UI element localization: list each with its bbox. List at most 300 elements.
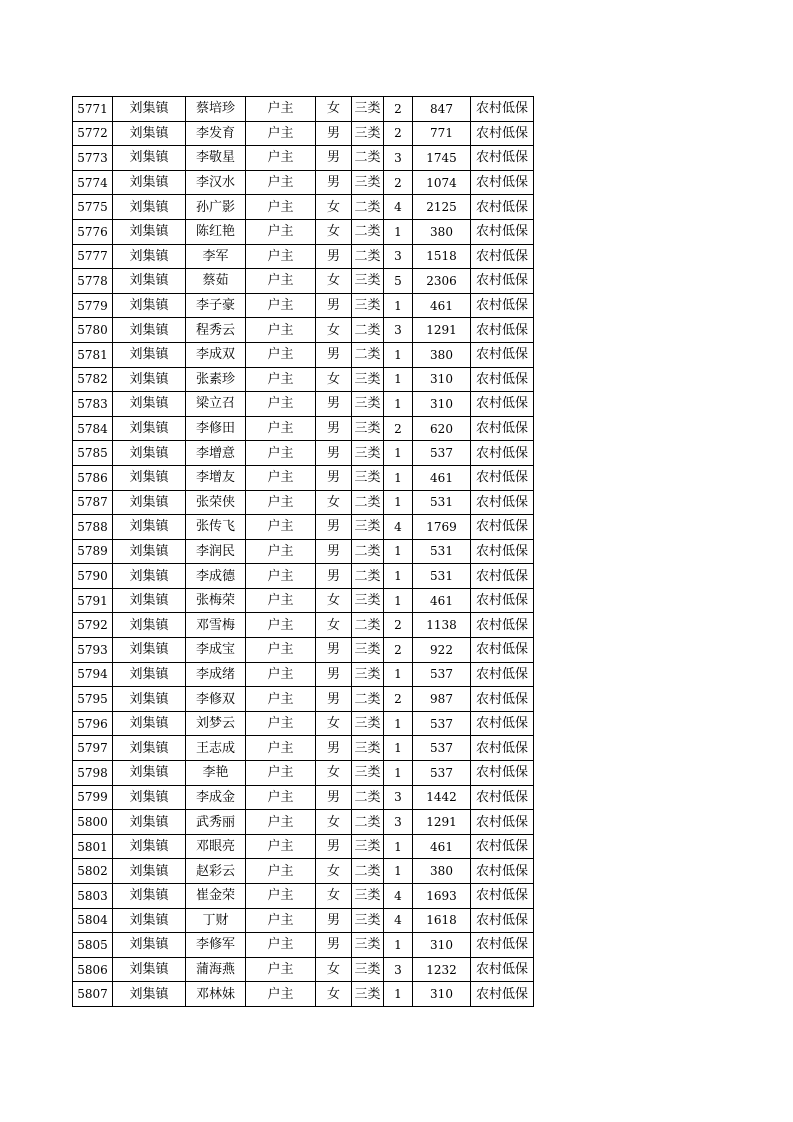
relationship-cell: 户主 bbox=[246, 613, 316, 638]
town-cell: 刘集镇 bbox=[113, 318, 186, 343]
program-cell: 农村低保 bbox=[471, 638, 534, 663]
category-cell: 三类 bbox=[352, 515, 384, 540]
program-cell: 农村低保 bbox=[471, 687, 534, 712]
town-cell: 刘集镇 bbox=[113, 785, 186, 810]
category-cell: 三类 bbox=[352, 465, 384, 490]
program-cell: 农村低保 bbox=[471, 441, 534, 466]
household-size-cell: 1 bbox=[384, 761, 413, 786]
gender-cell: 男 bbox=[316, 638, 352, 663]
table-row bbox=[73, 613, 534, 638]
town-cell: 刘集镇 bbox=[113, 834, 186, 859]
category-cell: 二类 bbox=[352, 859, 384, 884]
household-size-cell: 3 bbox=[384, 957, 413, 982]
town-cell: 刘集镇 bbox=[113, 244, 186, 269]
relationship-cell: 户主 bbox=[246, 810, 316, 835]
table-row bbox=[73, 834, 534, 859]
relationship-cell: 户主 bbox=[246, 367, 316, 392]
record-number-cell: 5798 bbox=[73, 761, 113, 786]
relationship-cell: 户主 bbox=[246, 662, 316, 687]
gender-cell: 女 bbox=[316, 810, 352, 835]
amount-cell: 2125 bbox=[413, 195, 471, 220]
relationship-cell: 户主 bbox=[246, 293, 316, 318]
gender-cell: 男 bbox=[316, 392, 352, 417]
category-cell: 三类 bbox=[352, 269, 384, 294]
record-number-cell: 5783 bbox=[73, 392, 113, 417]
record-number-cell: 5785 bbox=[73, 441, 113, 466]
household-size-cell: 1 bbox=[384, 834, 413, 859]
household-size-cell: 1 bbox=[384, 859, 413, 884]
category-cell: 三类 bbox=[352, 638, 384, 663]
table-row bbox=[73, 957, 534, 982]
relationship-cell: 户主 bbox=[246, 170, 316, 195]
program-cell: 农村低保 bbox=[471, 761, 534, 786]
amount-cell: 847 bbox=[413, 97, 471, 122]
name-cell: 李润民 bbox=[186, 539, 246, 564]
town-cell: 刘集镇 bbox=[113, 588, 186, 613]
record-number-cell: 5787 bbox=[73, 490, 113, 515]
amount-cell: 1618 bbox=[413, 908, 471, 933]
relationship-cell: 户主 bbox=[246, 195, 316, 220]
relationship-cell: 户主 bbox=[246, 859, 316, 884]
program-cell: 农村低保 bbox=[471, 367, 534, 392]
name-cell: 李修双 bbox=[186, 687, 246, 712]
gender-cell: 男 bbox=[316, 662, 352, 687]
gender-cell: 女 bbox=[316, 982, 352, 1007]
amount-cell: 380 bbox=[413, 342, 471, 367]
household-size-cell: 3 bbox=[384, 146, 413, 171]
amount-cell: 1291 bbox=[413, 810, 471, 835]
amount-cell: 1745 bbox=[413, 146, 471, 171]
record-number-cell: 5784 bbox=[73, 416, 113, 441]
town-cell: 刘集镇 bbox=[113, 269, 186, 294]
record-number-cell: 5804 bbox=[73, 908, 113, 933]
relationship-cell: 户主 bbox=[246, 957, 316, 982]
category-cell: 二类 bbox=[352, 342, 384, 367]
program-cell: 农村低保 bbox=[471, 785, 534, 810]
amount-cell: 380 bbox=[413, 859, 471, 884]
table-row bbox=[73, 219, 534, 244]
table-row bbox=[73, 588, 534, 613]
town-cell: 刘集镇 bbox=[113, 392, 186, 417]
program-cell: 农村低保 bbox=[471, 982, 534, 1007]
relationship-cell: 户主 bbox=[246, 342, 316, 367]
gender-cell: 女 bbox=[316, 613, 352, 638]
relationship-cell: 户主 bbox=[246, 933, 316, 958]
name-cell: 李成绪 bbox=[186, 662, 246, 687]
table-row bbox=[73, 933, 534, 958]
amount-cell: 2306 bbox=[413, 269, 471, 294]
program-cell: 农村低保 bbox=[471, 515, 534, 540]
program-cell: 农村低保 bbox=[471, 392, 534, 417]
relationship-cell: 户主 bbox=[246, 761, 316, 786]
category-cell: 二类 bbox=[352, 810, 384, 835]
table-body bbox=[73, 97, 534, 1007]
amount-cell: 461 bbox=[413, 588, 471, 613]
gender-cell: 男 bbox=[316, 785, 352, 810]
household-size-cell: 2 bbox=[384, 416, 413, 441]
program-cell: 农村低保 bbox=[471, 342, 534, 367]
name-cell: 蒲海燕 bbox=[186, 957, 246, 982]
amount-cell: 1232 bbox=[413, 957, 471, 982]
gender-cell: 男 bbox=[316, 146, 352, 171]
record-number-cell: 5779 bbox=[73, 293, 113, 318]
amount-cell: 537 bbox=[413, 761, 471, 786]
amount-cell: 1693 bbox=[413, 884, 471, 909]
program-cell: 农村低保 bbox=[471, 244, 534, 269]
program-cell: 农村低保 bbox=[471, 219, 534, 244]
category-cell: 三类 bbox=[352, 367, 384, 392]
category-cell: 三类 bbox=[352, 933, 384, 958]
name-cell: 张传飞 bbox=[186, 515, 246, 540]
record-number-cell: 5796 bbox=[73, 711, 113, 736]
gender-cell: 女 bbox=[316, 219, 352, 244]
amount-cell: 1442 bbox=[413, 785, 471, 810]
household-size-cell: 4 bbox=[384, 515, 413, 540]
town-cell: 刘集镇 bbox=[113, 146, 186, 171]
relationship-cell: 户主 bbox=[246, 97, 316, 122]
table-row bbox=[73, 244, 534, 269]
table-row bbox=[73, 859, 534, 884]
table-row bbox=[73, 195, 534, 220]
household-size-cell: 1 bbox=[384, 441, 413, 466]
table-row bbox=[73, 539, 534, 564]
category-cell: 三类 bbox=[352, 416, 384, 441]
category-cell: 三类 bbox=[352, 982, 384, 1007]
name-cell: 程秀云 bbox=[186, 318, 246, 343]
household-size-cell: 1 bbox=[384, 982, 413, 1007]
town-cell: 刘集镇 bbox=[113, 687, 186, 712]
gender-cell: 男 bbox=[316, 293, 352, 318]
record-number-cell: 5800 bbox=[73, 810, 113, 835]
name-cell: 邓林妹 bbox=[186, 982, 246, 1007]
relationship-cell: 户主 bbox=[246, 416, 316, 441]
program-cell: 农村低保 bbox=[471, 884, 534, 909]
town-cell: 刘集镇 bbox=[113, 170, 186, 195]
name-cell: 崔金荣 bbox=[186, 884, 246, 909]
gender-cell: 女 bbox=[316, 711, 352, 736]
category-cell: 三类 bbox=[352, 884, 384, 909]
record-number-cell: 5786 bbox=[73, 465, 113, 490]
table-row bbox=[73, 269, 534, 294]
name-cell: 李敬星 bbox=[186, 146, 246, 171]
name-cell: 李艳 bbox=[186, 761, 246, 786]
name-cell: 李汉水 bbox=[186, 170, 246, 195]
household-size-cell: 4 bbox=[384, 908, 413, 933]
category-cell: 三类 bbox=[352, 392, 384, 417]
household-size-cell: 1 bbox=[384, 342, 413, 367]
category-cell: 二类 bbox=[352, 146, 384, 171]
category-cell: 二类 bbox=[352, 539, 384, 564]
town-cell: 刘集镇 bbox=[113, 539, 186, 564]
household-size-cell: 2 bbox=[384, 121, 413, 146]
household-size-cell: 1 bbox=[384, 293, 413, 318]
town-cell: 刘集镇 bbox=[113, 293, 186, 318]
relationship-cell: 户主 bbox=[246, 219, 316, 244]
relationship-cell: 户主 bbox=[246, 441, 316, 466]
relationship-cell: 户主 bbox=[246, 711, 316, 736]
table-row bbox=[73, 318, 534, 343]
category-cell: 三类 bbox=[352, 121, 384, 146]
program-cell: 农村低保 bbox=[471, 293, 534, 318]
record-number-cell: 5775 bbox=[73, 195, 113, 220]
table-row bbox=[73, 170, 534, 195]
household-size-cell: 1 bbox=[384, 736, 413, 761]
name-cell: 梁立召 bbox=[186, 392, 246, 417]
name-cell: 李成宝 bbox=[186, 638, 246, 663]
gender-cell: 男 bbox=[316, 515, 352, 540]
record-number-cell: 5777 bbox=[73, 244, 113, 269]
record-number-cell: 5772 bbox=[73, 121, 113, 146]
table-row bbox=[73, 908, 534, 933]
name-cell: 邓雪梅 bbox=[186, 613, 246, 638]
relationship-cell: 户主 bbox=[246, 318, 316, 343]
town-cell: 刘集镇 bbox=[113, 982, 186, 1007]
category-cell: 二类 bbox=[352, 687, 384, 712]
gender-cell: 女 bbox=[316, 761, 352, 786]
table-row bbox=[73, 711, 534, 736]
amount-cell: 771 bbox=[413, 121, 471, 146]
gender-cell: 女 bbox=[316, 957, 352, 982]
household-size-cell: 1 bbox=[384, 711, 413, 736]
record-number-cell: 5789 bbox=[73, 539, 113, 564]
table-row bbox=[73, 761, 534, 786]
gender-cell: 男 bbox=[316, 736, 352, 761]
amount-cell: 620 bbox=[413, 416, 471, 441]
household-size-cell: 1 bbox=[384, 392, 413, 417]
household-size-cell: 1 bbox=[384, 564, 413, 589]
program-cell: 农村低保 bbox=[471, 539, 534, 564]
record-number-cell: 5805 bbox=[73, 933, 113, 958]
table-row bbox=[73, 490, 534, 515]
household-size-cell: 1 bbox=[384, 367, 413, 392]
gender-cell: 男 bbox=[316, 908, 352, 933]
household-size-cell: 1 bbox=[384, 588, 413, 613]
category-cell: 二类 bbox=[352, 490, 384, 515]
name-cell: 李成德 bbox=[186, 564, 246, 589]
table-row bbox=[73, 416, 534, 441]
record-number-cell: 5803 bbox=[73, 884, 113, 909]
amount-cell: 461 bbox=[413, 834, 471, 859]
town-cell: 刘集镇 bbox=[113, 490, 186, 515]
record-number-cell: 5782 bbox=[73, 367, 113, 392]
record-number-cell: 5801 bbox=[73, 834, 113, 859]
town-cell: 刘集镇 bbox=[113, 859, 186, 884]
amount-cell: 987 bbox=[413, 687, 471, 712]
category-cell: 三类 bbox=[352, 293, 384, 318]
program-cell: 农村低保 bbox=[471, 736, 534, 761]
table-row bbox=[73, 785, 534, 810]
table-row bbox=[73, 736, 534, 761]
amount-cell: 1518 bbox=[413, 244, 471, 269]
town-cell: 刘集镇 bbox=[113, 515, 186, 540]
gender-cell: 男 bbox=[316, 342, 352, 367]
town-cell: 刘集镇 bbox=[113, 638, 186, 663]
program-cell: 农村低保 bbox=[471, 908, 534, 933]
program-cell: 农村低保 bbox=[471, 711, 534, 736]
table-row bbox=[73, 465, 534, 490]
relationship-cell: 户主 bbox=[246, 588, 316, 613]
name-cell: 张素珍 bbox=[186, 367, 246, 392]
table-row bbox=[73, 662, 534, 687]
household-size-cell: 2 bbox=[384, 638, 413, 663]
record-number-cell: 5797 bbox=[73, 736, 113, 761]
amount-cell: 310 bbox=[413, 367, 471, 392]
relationship-cell: 户主 bbox=[246, 908, 316, 933]
program-cell: 农村低保 bbox=[471, 318, 534, 343]
category-cell: 二类 bbox=[352, 195, 384, 220]
amount-cell: 537 bbox=[413, 711, 471, 736]
town-cell: 刘集镇 bbox=[113, 367, 186, 392]
category-cell: 三类 bbox=[352, 97, 384, 122]
program-cell: 农村低保 bbox=[471, 416, 534, 441]
gender-cell: 女 bbox=[316, 884, 352, 909]
gender-cell: 女 bbox=[316, 367, 352, 392]
household-size-cell: 4 bbox=[384, 195, 413, 220]
name-cell: 张梅荣 bbox=[186, 588, 246, 613]
gender-cell: 男 bbox=[316, 834, 352, 859]
name-cell: 李修田 bbox=[186, 416, 246, 441]
table-row bbox=[73, 982, 534, 1007]
household-size-cell: 5 bbox=[384, 269, 413, 294]
gender-cell: 女 bbox=[316, 588, 352, 613]
relationship-cell: 户主 bbox=[246, 834, 316, 859]
gender-cell: 男 bbox=[316, 416, 352, 441]
category-cell: 三类 bbox=[352, 711, 384, 736]
category-cell: 三类 bbox=[352, 170, 384, 195]
table-row bbox=[73, 810, 534, 835]
town-cell: 刘集镇 bbox=[113, 761, 186, 786]
town-cell: 刘集镇 bbox=[113, 884, 186, 909]
relationship-cell: 户主 bbox=[246, 638, 316, 663]
record-number-cell: 5790 bbox=[73, 564, 113, 589]
category-cell: 二类 bbox=[352, 318, 384, 343]
household-size-cell: 1 bbox=[384, 662, 413, 687]
household-size-cell: 4 bbox=[384, 884, 413, 909]
program-cell: 农村低保 bbox=[471, 957, 534, 982]
program-cell: 农村低保 bbox=[471, 97, 534, 122]
name-cell: 刘梦云 bbox=[186, 711, 246, 736]
category-cell: 三类 bbox=[352, 908, 384, 933]
category-cell: 二类 bbox=[352, 219, 384, 244]
name-cell: 邓眼亮 bbox=[186, 834, 246, 859]
table-row bbox=[73, 884, 534, 909]
amount-cell: 1769 bbox=[413, 515, 471, 540]
household-size-cell: 2 bbox=[384, 613, 413, 638]
name-cell: 陈红艳 bbox=[186, 219, 246, 244]
household-size-cell: 1 bbox=[384, 465, 413, 490]
table-row bbox=[73, 638, 534, 663]
relationship-cell: 户主 bbox=[246, 515, 316, 540]
town-cell: 刘集镇 bbox=[113, 416, 186, 441]
amount-cell: 1138 bbox=[413, 613, 471, 638]
record-number-cell: 5780 bbox=[73, 318, 113, 343]
town-cell: 刘集镇 bbox=[113, 933, 186, 958]
amount-cell: 1291 bbox=[413, 318, 471, 343]
amount-cell: 310 bbox=[413, 392, 471, 417]
program-cell: 农村低保 bbox=[471, 588, 534, 613]
amount-cell: 537 bbox=[413, 441, 471, 466]
record-number-cell: 5799 bbox=[73, 785, 113, 810]
record-number-cell: 5771 bbox=[73, 97, 113, 122]
gender-cell: 男 bbox=[316, 170, 352, 195]
record-number-cell: 5807 bbox=[73, 982, 113, 1007]
program-cell: 农村低保 bbox=[471, 269, 534, 294]
table-row bbox=[73, 367, 534, 392]
table-row bbox=[73, 515, 534, 540]
program-cell: 农村低保 bbox=[471, 613, 534, 638]
name-cell: 李成双 bbox=[186, 342, 246, 367]
household-size-cell: 2 bbox=[384, 687, 413, 712]
amount-cell: 531 bbox=[413, 539, 471, 564]
record-number-cell: 5773 bbox=[73, 146, 113, 171]
relationship-cell: 户主 bbox=[246, 392, 316, 417]
amount-cell: 461 bbox=[413, 293, 471, 318]
town-cell: 刘集镇 bbox=[113, 97, 186, 122]
amount-cell: 380 bbox=[413, 219, 471, 244]
name-cell: 丁财 bbox=[186, 908, 246, 933]
household-size-cell: 2 bbox=[384, 97, 413, 122]
category-cell: 三类 bbox=[352, 662, 384, 687]
town-cell: 刘集镇 bbox=[113, 908, 186, 933]
gender-cell: 男 bbox=[316, 539, 352, 564]
town-cell: 刘集镇 bbox=[113, 736, 186, 761]
program-cell: 农村低保 bbox=[471, 933, 534, 958]
program-cell: 农村低保 bbox=[471, 834, 534, 859]
amount-cell: 537 bbox=[413, 736, 471, 761]
gender-cell: 男 bbox=[316, 244, 352, 269]
relationship-cell: 户主 bbox=[246, 564, 316, 589]
gender-cell: 男 bbox=[316, 121, 352, 146]
table-row bbox=[73, 564, 534, 589]
program-cell: 农村低保 bbox=[471, 859, 534, 884]
program-cell: 农村低保 bbox=[471, 465, 534, 490]
gender-cell: 女 bbox=[316, 490, 352, 515]
name-cell: 赵彩云 bbox=[186, 859, 246, 884]
relationship-cell: 户主 bbox=[246, 736, 316, 761]
record-number-cell: 5774 bbox=[73, 170, 113, 195]
record-number-cell: 5793 bbox=[73, 638, 113, 663]
amount-cell: 531 bbox=[413, 564, 471, 589]
relationship-cell: 户主 bbox=[246, 539, 316, 564]
town-cell: 刘集镇 bbox=[113, 441, 186, 466]
town-cell: 刘集镇 bbox=[113, 195, 186, 220]
amount-cell: 537 bbox=[413, 662, 471, 687]
town-cell: 刘集镇 bbox=[113, 662, 186, 687]
program-cell: 农村低保 bbox=[471, 662, 534, 687]
town-cell: 刘集镇 bbox=[113, 465, 186, 490]
amount-cell: 1074 bbox=[413, 170, 471, 195]
gender-cell: 女 bbox=[316, 195, 352, 220]
household-size-cell: 3 bbox=[384, 785, 413, 810]
household-size-cell: 1 bbox=[384, 933, 413, 958]
town-cell: 刘集镇 bbox=[113, 121, 186, 146]
gender-cell: 男 bbox=[316, 564, 352, 589]
amount-cell: 531 bbox=[413, 490, 471, 515]
record-number-cell: 5792 bbox=[73, 613, 113, 638]
household-size-cell: 1 bbox=[384, 539, 413, 564]
program-cell: 农村低保 bbox=[471, 170, 534, 195]
program-cell: 农村低保 bbox=[471, 490, 534, 515]
table-row bbox=[73, 441, 534, 466]
table-row bbox=[73, 146, 534, 171]
category-cell: 三类 bbox=[352, 834, 384, 859]
program-cell: 农村低保 bbox=[471, 195, 534, 220]
town-cell: 刘集镇 bbox=[113, 711, 186, 736]
program-cell: 农村低保 bbox=[471, 146, 534, 171]
name-cell: 孙广影 bbox=[186, 195, 246, 220]
table-row bbox=[73, 293, 534, 318]
relief-roster-table bbox=[72, 96, 534, 1007]
